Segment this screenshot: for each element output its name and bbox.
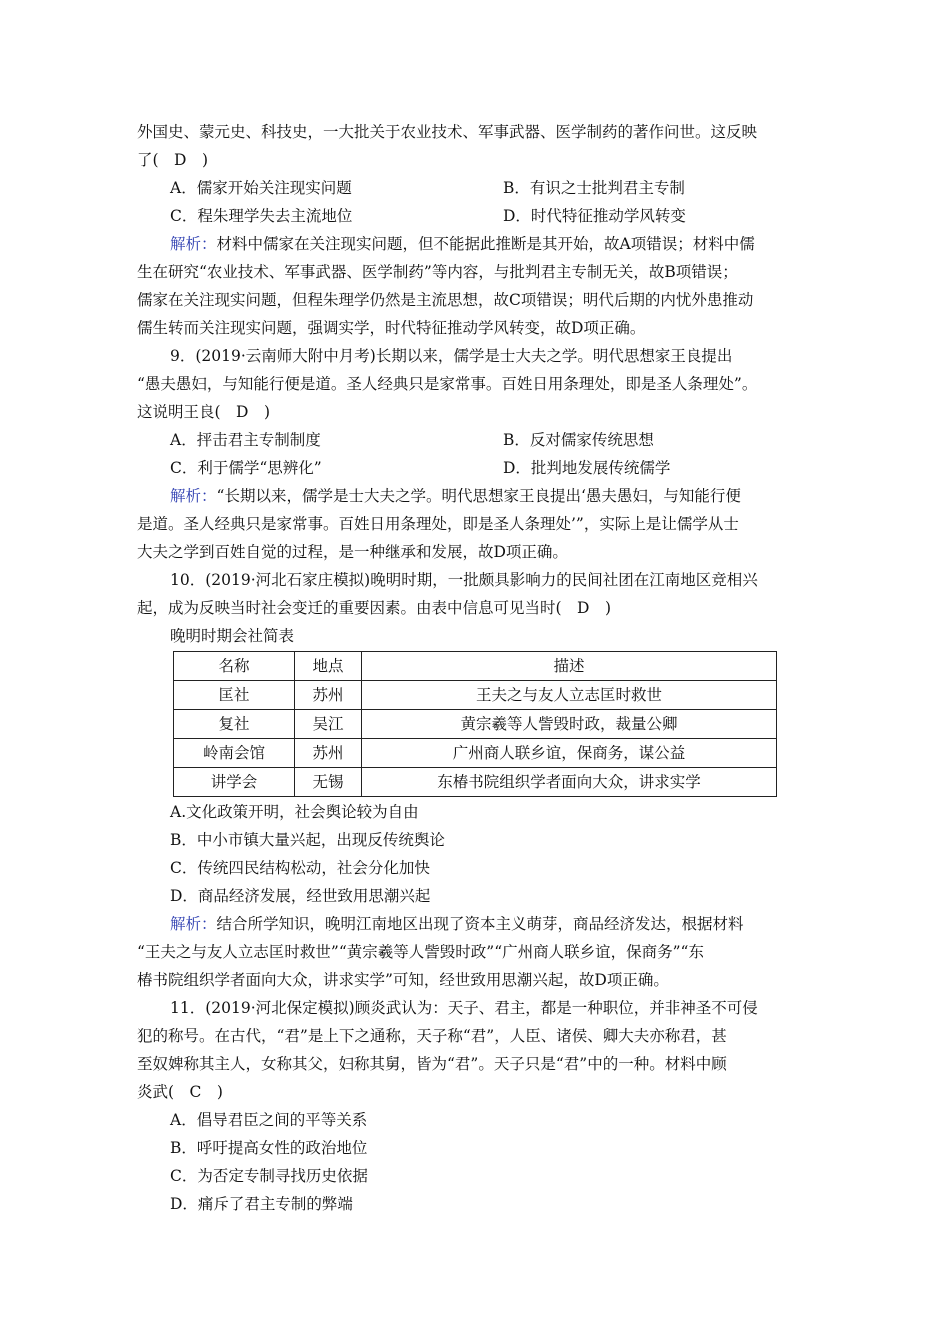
table-cell: 苏州 — [295, 681, 362, 710]
q9-option-d: D．批判地发展传统儒学 — [503, 459, 671, 477]
q8-option-b: B．有识之士批判君主专制 — [503, 179, 685, 197]
q9-option-c: C．利于儒学“思辨化” — [170, 459, 322, 477]
table-cell: 岭南会馆 — [174, 739, 295, 768]
q10-analysis-line: 解析：结合所学知识，晚明江南地区出现了资本主义萌芽，商品经济发达，根据材料 — [170, 915, 744, 933]
table-header: 描述 — [362, 652, 777, 681]
q11-stem-line: 11．(2019·河北保定模拟)顾炎武认为：天子、君主，都是一种职位，并非神圣不可侵 — [170, 999, 758, 1017]
q9-analysis-line: 大夫之学到百姓自觉的过程，是一种继承和发展，故D项正确。 — [137, 543, 568, 561]
table-row — [174, 681, 777, 710]
table-cell: 东椿书院组织学者面向大众，讲求实学 — [362, 768, 777, 797]
q9-option-a: A．抨击君主专制制度 — [170, 431, 321, 449]
q10-option-d: D．商品经济发展，经世致用思潮兴起 — [170, 887, 431, 905]
table-cell: 讲学会 — [174, 768, 295, 797]
q9-analysis-line: 解析：“长期以来，儒学是士大夫之学。明代思想家王良提出‘愚夫愚妇，与知能行便 — [170, 487, 741, 505]
q8-analysis-line: 儒家在关注现实问题，但程朱理学仍然是主流思想，故C项错误；明代后期的内忧外患推动 — [137, 291, 754, 309]
table-cell: 无锡 — [295, 768, 362, 797]
q8-analysis-line: 儒生转而关注现实问题，强调实学，时代特征推动学风转变，故D项正确。 — [137, 319, 646, 337]
table-header: 地点 — [295, 652, 362, 681]
q11-stem-line: 至奴婢称其主人，女称其父，妇称其舅，皆为“君”。天子只是“君”中的一种。材料中顾 — [137, 1055, 727, 1073]
table-cell: 吴江 — [295, 710, 362, 739]
analysis-label: 解析： — [170, 235, 217, 253]
table-header: 名称 — [174, 652, 295, 681]
q8-analysis-line: 解析：材料中儒家在关注现实问题，但不能据此推断是其开始，故A项错误；材料中儒 — [170, 235, 755, 253]
q8-option-a: A．儒家开始关注现实问题 — [170, 179, 352, 197]
q10-stem-line: 10．(2019·河北石家庄模拟)晚明时期，一批颇具影响力的民间社团在江南地区竞相兴 — [170, 571, 758, 589]
q10-analysis-line: 椿书院组织学者面向大众，讲求实学”可知，经世致用思潮兴起，故D项正确。 — [137, 971, 669, 989]
q10-option-c: C．传统四民结构松动，社会分化加快 — [170, 859, 430, 877]
table-cell: 匡社 — [174, 681, 295, 710]
q8-option-c: C．程朱理学失去主流地位 — [170, 207, 353, 225]
table-cell: 王夫之与友人立志匡时救世 — [362, 681, 777, 710]
q8-stem-line: 了( D ) — [137, 151, 209, 169]
q8-option-d: D．时代特征推动学风转变 — [503, 207, 686, 225]
q11-option-c: C．为否定专制寻找历史依据 — [170, 1167, 368, 1185]
q11-option-d: D．痛斥了君主专制的弊端 — [170, 1195, 353, 1213]
q8-stem-line: 外国史、蒙元史、科技史，一大批关于农业技术、军事武器、医学制药的著作问世。这反映 — [137, 123, 758, 141]
q9-stem-line: 这说明王良( D ) — [137, 403, 271, 421]
table-row — [174, 739, 777, 768]
q10-table-title: 晚明时期会社简表 — [170, 627, 295, 645]
q11-stem-line: 炎武( C ) — [137, 1083, 223, 1101]
q11-stem-line: 犯的称号。在古代，“君”是上下之通称，天子称“君”，人臣、诸侯、卿大夫亦称君，甚 — [137, 1027, 727, 1045]
q9-stem-line: “愚夫愚妇，与知能行便是道。圣人经典只是家常事。百姓日用条理处，即是圣人条理处”。 — [137, 375, 758, 393]
q9-option-b: B．反对儒家传统思想 — [503, 431, 654, 449]
q9-analysis-line: 是道。圣人经典只是家常事。百姓日用条理处，即是圣人条理处’”，实际上是让儒学从士 — [137, 515, 739, 533]
q11-option-a: A．倡导君臣之间的平等关系 — [170, 1111, 368, 1129]
table-cell: 苏州 — [295, 739, 362, 768]
table-row — [174, 710, 777, 739]
q10-stem-line: 起，成为反映当时社会变迁的重要因素。由表中信息可见当时( D ) — [137, 599, 612, 617]
q10-option-a: A.文化政策开明，社会舆论较为自由 — [170, 803, 419, 821]
analysis-label: 解析： — [170, 915, 217, 933]
q10-analysis-line: “王夫之与友人立志匡时救世”“黄宗羲等人訾毁时政”“广州商人联乡谊，保商务”“东 — [137, 943, 704, 961]
q8-analysis-line: 生在研究“农业技术、军事武器、医学制药”等内容，与批判君主专制无关，故B项错误； — [137, 263, 738, 281]
analysis-label: 解析： — [170, 487, 217, 505]
q11-option-b: B．呼吁提高女性的政治地位 — [170, 1139, 368, 1157]
table-row — [174, 768, 777, 797]
table-cell: 广州商人联乡谊，保商务，谋公益 — [362, 739, 777, 768]
societies-table — [173, 651, 777, 797]
table-cell: 黄宗羲等人訾毁时政，裁量公卿 — [362, 710, 777, 739]
q9-stem-line: 9．(2019·云南师大附中月考)长期以来，儒学是士大夫之学。明代思想家王良提出 — [170, 347, 733, 365]
q10-option-b: B．中小市镇大量兴起，出现反传统舆论 — [170, 831, 445, 849]
table-header-row — [174, 652, 777, 681]
table-cell: 复社 — [174, 710, 295, 739]
